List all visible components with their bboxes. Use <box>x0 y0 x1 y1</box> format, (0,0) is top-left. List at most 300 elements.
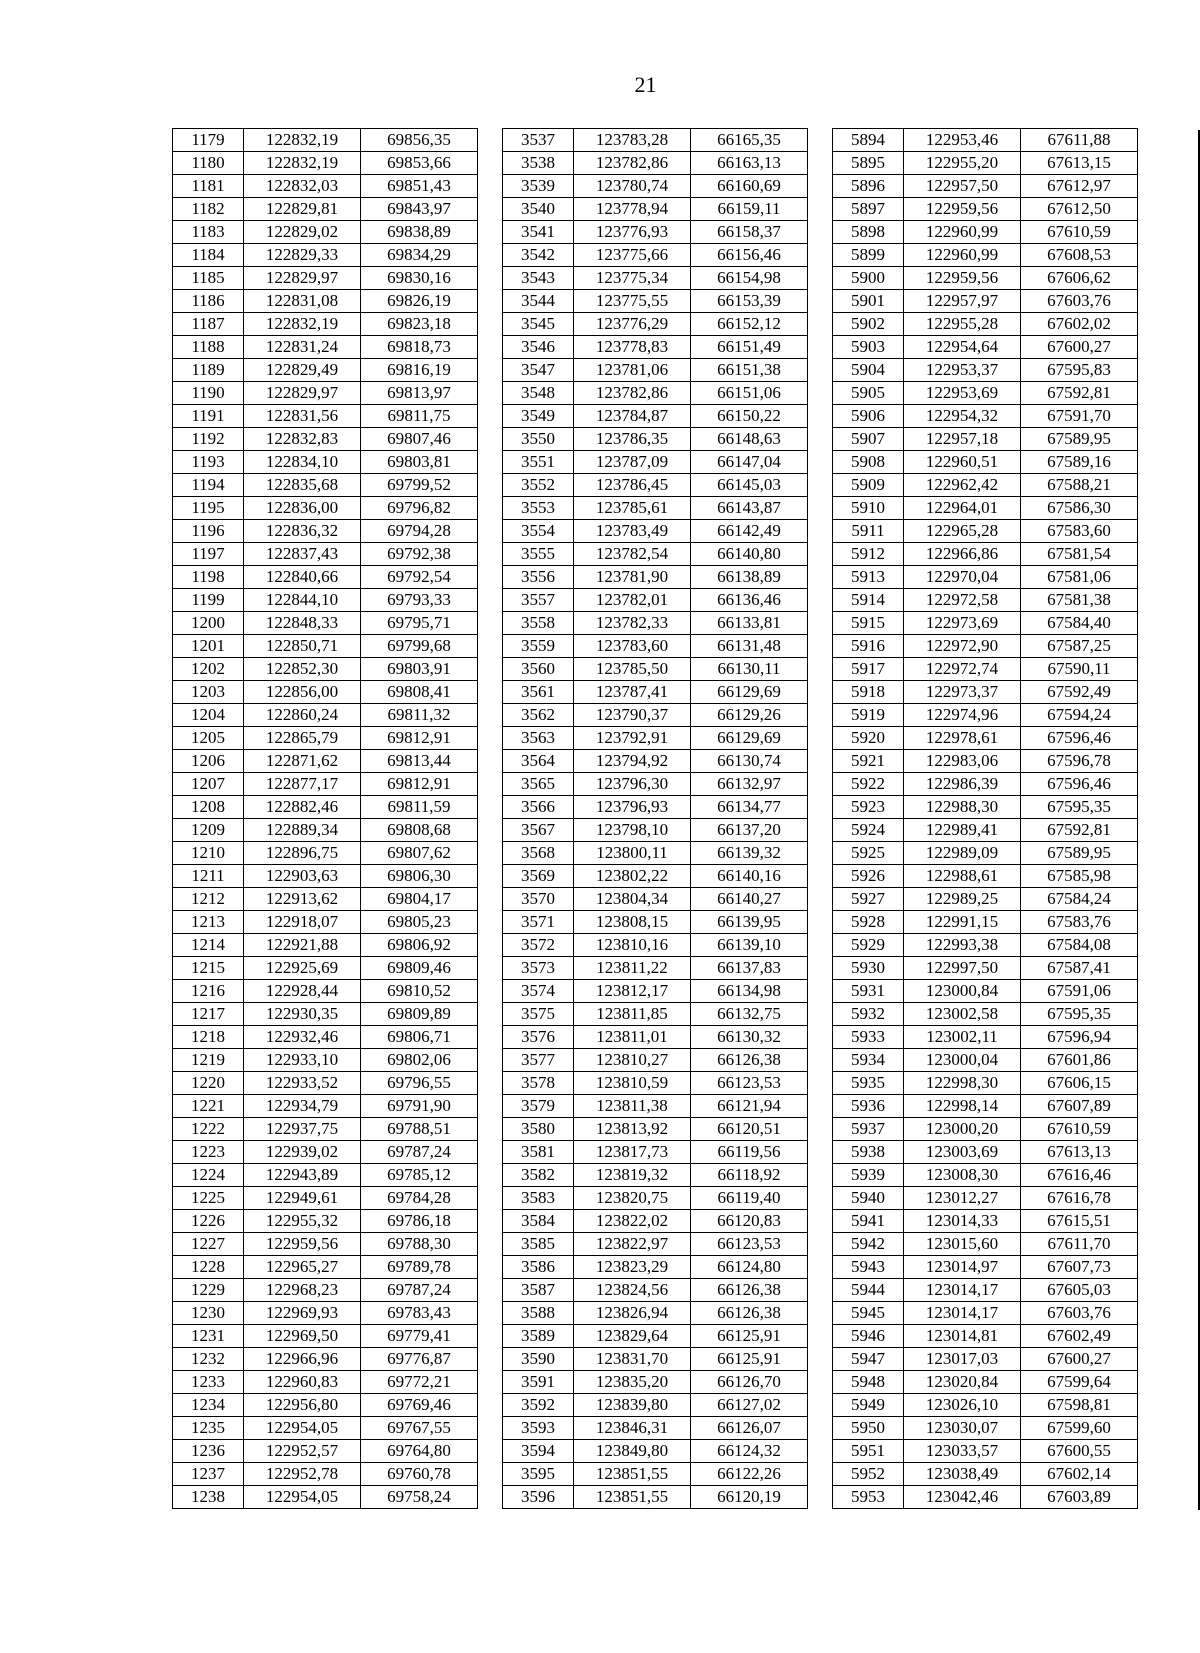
x-coordinate-cell: 122964,01 <box>904 497 1021 520</box>
column-group-gap <box>478 750 503 773</box>
column-group-gap <box>478 842 503 865</box>
column-group-gap <box>478 1095 503 1118</box>
x-coordinate-cell: 122896,75 <box>244 842 361 865</box>
y-coordinate-cell: 66163,13 <box>691 152 808 175</box>
point-number-cell: 5953 <box>833 1486 904 1509</box>
x-coordinate-cell: 122903,63 <box>244 865 361 888</box>
y-coordinate-cell: 66140,80 <box>691 543 808 566</box>
point-number-cell: 1204 <box>173 704 244 727</box>
y-coordinate-cell: 66150,22 <box>691 405 808 428</box>
point-number-cell: 1188 <box>173 336 244 359</box>
x-coordinate-cell: 122965,28 <box>904 520 1021 543</box>
point-number-cell: 5929 <box>833 934 904 957</box>
y-coordinate-cell: 67610,59 <box>1021 1118 1138 1141</box>
x-coordinate-cell: 122973,37 <box>904 681 1021 704</box>
column-group-gap <box>478 1072 503 1095</box>
y-coordinate-cell: 66132,97 <box>691 773 808 796</box>
y-coordinate-cell: 69803,81 <box>361 451 478 474</box>
table-row <box>173 129 1138 152</box>
point-number-cell: 5943 <box>833 1256 904 1279</box>
table-row <box>173 313 1138 336</box>
y-coordinate-cell: 67603,76 <box>1021 290 1138 313</box>
y-coordinate-cell: 67586,30 <box>1021 497 1138 520</box>
y-coordinate-cell: 67591,70 <box>1021 405 1138 428</box>
point-number-cell: 1212 <box>173 888 244 911</box>
point-number-cell: 1208 <box>173 796 244 819</box>
x-coordinate-cell: 122837,43 <box>244 543 361 566</box>
column-group-gap <box>808 1049 833 1072</box>
point-number-cell: 3537 <box>503 129 574 152</box>
column-group-gap <box>808 865 833 888</box>
table-row <box>173 1233 1138 1256</box>
x-coordinate-cell: 122934,79 <box>244 1095 361 1118</box>
point-number-cell: 1199 <box>173 589 244 612</box>
y-coordinate-cell: 66156,46 <box>691 244 808 267</box>
y-coordinate-cell: 67585,98 <box>1021 865 1138 888</box>
y-coordinate-cell: 66120,51 <box>691 1118 808 1141</box>
point-number-cell: 1234 <box>173 1394 244 1417</box>
table-row <box>173 428 1138 451</box>
point-number-cell: 1184 <box>173 244 244 267</box>
point-number-cell: 1202 <box>173 658 244 681</box>
column-group-gap <box>808 267 833 290</box>
y-coordinate-cell: 69804,17 <box>361 888 478 911</box>
x-coordinate-cell: 122852,30 <box>244 658 361 681</box>
column-group-gap <box>808 1348 833 1371</box>
table-row <box>173 290 1138 313</box>
x-coordinate-cell: 123785,50 <box>574 658 691 681</box>
column-group-gap <box>808 934 833 957</box>
point-number-cell: 3559 <box>503 635 574 658</box>
point-number-cell: 3560 <box>503 658 574 681</box>
point-number-cell: 1221 <box>173 1095 244 1118</box>
y-coordinate-cell: 66165,35 <box>691 129 808 152</box>
point-number-cell: 3582 <box>503 1164 574 1187</box>
x-coordinate-cell: 123783,28 <box>574 129 691 152</box>
x-coordinate-cell: 122937,75 <box>244 1118 361 1141</box>
y-coordinate-cell: 66139,10 <box>691 934 808 957</box>
table-row <box>173 957 1138 980</box>
y-coordinate-cell: 67595,83 <box>1021 359 1138 382</box>
point-number-cell: 1187 <box>173 313 244 336</box>
x-coordinate-cell: 123800,11 <box>574 842 691 865</box>
y-coordinate-cell: 66129,26 <box>691 704 808 727</box>
x-coordinate-cell: 123026,10 <box>904 1394 1021 1417</box>
x-coordinate-cell: 123802,22 <box>574 865 691 888</box>
point-number-cell: 3584 <box>503 1210 574 1233</box>
y-coordinate-cell: 66124,80 <box>691 1256 808 1279</box>
y-coordinate-cell: 66136,46 <box>691 589 808 612</box>
point-number-cell: 1227 <box>173 1233 244 1256</box>
y-coordinate-cell: 67596,94 <box>1021 1026 1138 1049</box>
x-coordinate-cell: 122913,62 <box>244 888 361 911</box>
table-row <box>173 382 1138 405</box>
point-number-cell: 5924 <box>833 819 904 842</box>
point-number-cell: 3585 <box>503 1233 574 1256</box>
x-coordinate-cell: 122957,50 <box>904 175 1021 198</box>
y-coordinate-cell: 69799,52 <box>361 474 478 497</box>
point-number-cell: 5901 <box>833 290 904 313</box>
point-number-cell: 1216 <box>173 980 244 1003</box>
table-row <box>173 1072 1138 1095</box>
column-group-gap <box>478 1417 503 1440</box>
point-number-cell: 3596 <box>503 1486 574 1509</box>
y-coordinate-cell: 66124,32 <box>691 1440 808 1463</box>
point-number-cell: 5896 <box>833 175 904 198</box>
column-group-gap <box>808 1187 833 1210</box>
point-number-cell: 5932 <box>833 1003 904 1026</box>
x-coordinate-cell: 123782,86 <box>574 382 691 405</box>
y-coordinate-cell: 69760,78 <box>361 1463 478 1486</box>
column-group-gap <box>808 566 833 589</box>
point-number-cell: 1224 <box>173 1164 244 1187</box>
y-coordinate-cell: 66160,69 <box>691 175 808 198</box>
y-coordinate-cell: 67612,97 <box>1021 175 1138 198</box>
y-coordinate-cell: 67602,14 <box>1021 1463 1138 1486</box>
column-group-gap <box>808 1233 833 1256</box>
y-coordinate-cell: 69799,68 <box>361 635 478 658</box>
x-coordinate-cell: 122973,69 <box>904 612 1021 635</box>
y-coordinate-cell: 66130,11 <box>691 658 808 681</box>
x-coordinate-cell: 123820,75 <box>574 1187 691 1210</box>
column-group-gap <box>808 773 833 796</box>
point-number-cell: 3549 <box>503 405 574 428</box>
point-number-cell: 1226 <box>173 1210 244 1233</box>
column-group-gap <box>478 888 503 911</box>
point-number-cell: 3595 <box>503 1463 574 1486</box>
y-coordinate-cell: 67598,81 <box>1021 1394 1138 1417</box>
table-row <box>173 704 1138 727</box>
y-coordinate-cell: 69813,97 <box>361 382 478 405</box>
y-coordinate-cell: 69788,51 <box>361 1118 478 1141</box>
x-coordinate-cell: 123849,80 <box>574 1440 691 1463</box>
point-number-cell: 3553 <box>503 497 574 520</box>
y-coordinate-cell: 69787,24 <box>361 1141 478 1164</box>
x-coordinate-cell: 123000,20 <box>904 1118 1021 1141</box>
x-coordinate-cell: 122953,69 <box>904 382 1021 405</box>
x-coordinate-cell: 123784,87 <box>574 405 691 428</box>
y-coordinate-cell: 67600,55 <box>1021 1440 1138 1463</box>
x-coordinate-cell: 123810,59 <box>574 1072 691 1095</box>
table-row <box>173 750 1138 773</box>
point-number-cell: 1193 <box>173 451 244 474</box>
y-coordinate-cell: 67590,11 <box>1021 658 1138 681</box>
column-group-gap <box>478 911 503 934</box>
column-group-gap <box>808 451 833 474</box>
y-coordinate-cell: 69784,28 <box>361 1187 478 1210</box>
y-coordinate-cell: 67581,54 <box>1021 543 1138 566</box>
y-coordinate-cell: 67616,78 <box>1021 1187 1138 1210</box>
table-row <box>173 658 1138 681</box>
x-coordinate-cell: 123775,55 <box>574 290 691 313</box>
x-coordinate-cell: 123839,80 <box>574 1394 691 1417</box>
table-row <box>173 1187 1138 1210</box>
point-number-cell: 5907 <box>833 428 904 451</box>
column-group-gap <box>478 658 503 681</box>
y-coordinate-cell: 67589,95 <box>1021 842 1138 865</box>
x-coordinate-cell: 122939,02 <box>244 1141 361 1164</box>
table-row <box>173 244 1138 267</box>
x-coordinate-cell: 123782,33 <box>574 612 691 635</box>
x-coordinate-cell: 122889,34 <box>244 819 361 842</box>
x-coordinate-cell: 123794,92 <box>574 750 691 773</box>
x-coordinate-cell: 123002,11 <box>904 1026 1021 1049</box>
x-coordinate-cell: 122991,15 <box>904 911 1021 934</box>
x-coordinate-cell: 123823,29 <box>574 1256 691 1279</box>
x-coordinate-cell: 123782,01 <box>574 589 691 612</box>
point-number-cell: 1237 <box>173 1463 244 1486</box>
column-group-gap <box>808 1371 833 1394</box>
x-coordinate-cell: 123790,37 <box>574 704 691 727</box>
x-coordinate-cell: 122986,39 <box>904 773 1021 796</box>
x-coordinate-cell: 122834,10 <box>244 451 361 474</box>
column-group-gap <box>478 612 503 635</box>
y-coordinate-cell: 66129,69 <box>691 727 808 750</box>
x-coordinate-cell: 122831,08 <box>244 290 361 313</box>
point-number-cell: 1182 <box>173 198 244 221</box>
column-group-gap <box>808 1003 833 1026</box>
column-group-gap <box>478 129 503 152</box>
point-number-cell: 3587 <box>503 1279 574 1302</box>
point-number-cell: 5921 <box>833 750 904 773</box>
x-coordinate-cell: 122953,46 <box>904 129 1021 152</box>
y-coordinate-cell: 69806,92 <box>361 934 478 957</box>
table-row <box>173 1095 1138 1118</box>
y-coordinate-cell: 69789,78 <box>361 1256 478 1279</box>
y-coordinate-cell: 66158,37 <box>691 221 808 244</box>
x-coordinate-cell: 122943,89 <box>244 1164 361 1187</box>
x-coordinate-cell: 123014,81 <box>904 1325 1021 1348</box>
y-coordinate-cell: 69818,73 <box>361 336 478 359</box>
x-coordinate-cell: 123822,97 <box>574 1233 691 1256</box>
column-group-gap <box>808 1141 833 1164</box>
column-group-gap <box>808 336 833 359</box>
point-number-cell: 5895 <box>833 152 904 175</box>
y-coordinate-cell: 66134,98 <box>691 980 808 1003</box>
point-number-cell: 3579 <box>503 1095 574 1118</box>
y-coordinate-cell: 66137,83 <box>691 957 808 980</box>
y-coordinate-cell: 69809,46 <box>361 957 478 980</box>
column-group-gap <box>808 474 833 497</box>
point-number-cell: 1207 <box>173 773 244 796</box>
x-coordinate-cell: 122960,99 <box>904 244 1021 267</box>
column-group-gap <box>478 313 503 336</box>
table-row <box>173 359 1138 382</box>
y-coordinate-cell: 67608,53 <box>1021 244 1138 267</box>
y-coordinate-cell: 67611,70 <box>1021 1233 1138 1256</box>
y-coordinate-cell: 69823,18 <box>361 313 478 336</box>
y-coordinate-cell: 67602,02 <box>1021 313 1138 336</box>
point-number-cell: 3571 <box>503 911 574 934</box>
x-coordinate-cell: 122989,09 <box>904 842 1021 865</box>
point-number-cell: 3554 <box>503 520 574 543</box>
point-number-cell: 1218 <box>173 1026 244 1049</box>
point-number-cell: 1206 <box>173 750 244 773</box>
table-row <box>173 635 1138 658</box>
x-coordinate-cell: 122972,58 <box>904 589 1021 612</box>
x-coordinate-cell: 123776,93 <box>574 221 691 244</box>
column-group-gap <box>808 1279 833 1302</box>
y-coordinate-cell: 69830,16 <box>361 267 478 290</box>
point-number-cell: 1192 <box>173 428 244 451</box>
point-number-cell: 5910 <box>833 497 904 520</box>
column-group-gap <box>808 819 833 842</box>
x-coordinate-cell: 122831,56 <box>244 405 361 428</box>
column-group-gap <box>808 1325 833 1348</box>
table-row <box>173 1026 1138 1049</box>
y-coordinate-cell: 66129,69 <box>691 681 808 704</box>
y-coordinate-cell: 66140,16 <box>691 865 808 888</box>
x-coordinate-cell: 123778,83 <box>574 336 691 359</box>
page-number: 21 <box>634 72 657 97</box>
x-coordinate-cell: 122966,86 <box>904 543 1021 566</box>
column-group-gap <box>808 750 833 773</box>
column-group-gap <box>808 359 833 382</box>
point-number-cell: 3556 <box>503 566 574 589</box>
y-coordinate-cell: 67615,51 <box>1021 1210 1138 1233</box>
x-coordinate-cell: 123008,30 <box>904 1164 1021 1187</box>
x-coordinate-cell: 122959,56 <box>244 1233 361 1256</box>
x-coordinate-cell: 123780,74 <box>574 175 691 198</box>
y-coordinate-cell: 69767,55 <box>361 1417 478 1440</box>
column-group-gap <box>478 1026 503 1049</box>
column-group-gap <box>478 773 503 796</box>
table-row <box>173 543 1138 566</box>
point-number-cell: 1230 <box>173 1302 244 1325</box>
x-coordinate-cell: 122954,05 <box>244 1417 361 1440</box>
x-coordinate-cell: 122959,56 <box>904 267 1021 290</box>
y-coordinate-cell: 69806,30 <box>361 865 478 888</box>
x-coordinate-cell: 122829,97 <box>244 267 361 290</box>
x-coordinate-cell: 123798,10 <box>574 819 691 842</box>
x-coordinate-cell: 123811,01 <box>574 1026 691 1049</box>
column-group-gap <box>808 727 833 750</box>
x-coordinate-cell: 123783,49 <box>574 520 691 543</box>
y-coordinate-cell: 69811,32 <box>361 704 478 727</box>
column-group-gap <box>808 221 833 244</box>
y-coordinate-cell: 67587,25 <box>1021 635 1138 658</box>
table-row <box>173 221 1138 244</box>
point-number-cell: 3589 <box>503 1325 574 1348</box>
table-row <box>173 1003 1138 1026</box>
point-number-cell: 1186 <box>173 290 244 313</box>
x-coordinate-cell: 123778,94 <box>574 198 691 221</box>
point-number-cell: 1236 <box>173 1440 244 1463</box>
point-number-cell: 3562 <box>503 704 574 727</box>
x-coordinate-cell: 123038,49 <box>904 1463 1021 1486</box>
coordinates-table-body <box>173 129 1138 1509</box>
y-coordinate-cell: 67592,49 <box>1021 681 1138 704</box>
column-group-gap <box>808 497 833 520</box>
y-coordinate-cell: 69816,19 <box>361 359 478 382</box>
x-coordinate-cell: 123781,06 <box>574 359 691 382</box>
y-coordinate-cell: 69807,46 <box>361 428 478 451</box>
point-number-cell: 1232 <box>173 1348 244 1371</box>
x-coordinate-cell: 122983,06 <box>904 750 1021 773</box>
x-coordinate-cell: 122998,14 <box>904 1095 1021 1118</box>
point-number-cell: 3538 <box>503 152 574 175</box>
x-coordinate-cell: 123030,07 <box>904 1417 1021 1440</box>
x-coordinate-cell: 122960,99 <box>904 221 1021 244</box>
point-number-cell: 5911 <box>833 520 904 543</box>
y-coordinate-cell: 69810,52 <box>361 980 478 1003</box>
x-coordinate-cell: 122960,51 <box>904 451 1021 474</box>
x-coordinate-cell: 122969,50 <box>244 1325 361 1348</box>
column-group-gap <box>808 842 833 865</box>
table-row <box>173 1486 1138 1509</box>
table-row <box>173 1440 1138 1463</box>
x-coordinate-cell: 123811,85 <box>574 1003 691 1026</box>
column-group-gap <box>478 451 503 474</box>
y-coordinate-cell: 67596,46 <box>1021 727 1138 750</box>
point-number-cell: 3544 <box>503 290 574 313</box>
y-coordinate-cell: 67595,35 <box>1021 796 1138 819</box>
x-coordinate-cell: 122965,27 <box>244 1256 361 1279</box>
column-group-gap <box>808 1463 833 1486</box>
y-coordinate-cell: 69843,97 <box>361 198 478 221</box>
column-group-gap <box>478 957 503 980</box>
table-row <box>173 681 1138 704</box>
x-coordinate-cell: 123783,60 <box>574 635 691 658</box>
point-number-cell: 5951 <box>833 1440 904 1463</box>
y-coordinate-cell: 69806,71 <box>361 1026 478 1049</box>
point-number-cell: 3570 <box>503 888 574 911</box>
x-coordinate-cell: 122928,44 <box>244 980 361 1003</box>
column-group-gap <box>478 1463 503 1486</box>
point-number-cell: 3578 <box>503 1072 574 1095</box>
x-coordinate-cell: 123014,17 <box>904 1279 1021 1302</box>
x-coordinate-cell: 123851,55 <box>574 1463 691 1486</box>
y-coordinate-cell: 67613,15 <box>1021 152 1138 175</box>
y-coordinate-cell: 67592,81 <box>1021 382 1138 405</box>
x-coordinate-cell: 123810,16 <box>574 934 691 957</box>
point-number-cell: 3558 <box>503 612 574 635</box>
table-row <box>173 1049 1138 1072</box>
y-coordinate-cell: 67607,73 <box>1021 1256 1138 1279</box>
x-coordinate-cell: 123811,22 <box>574 957 691 980</box>
y-coordinate-cell: 66126,38 <box>691 1279 808 1302</box>
column-group-gap <box>808 244 833 267</box>
column-group-gap <box>808 129 833 152</box>
table-row <box>173 474 1138 497</box>
point-number-cell: 3551 <box>503 451 574 474</box>
x-coordinate-cell: 123000,84 <box>904 980 1021 1003</box>
x-coordinate-cell: 122952,78 <box>244 1463 361 1486</box>
point-number-cell: 1197 <box>173 543 244 566</box>
table-row <box>173 773 1138 796</box>
point-number-cell: 5927 <box>833 888 904 911</box>
column-group-gap <box>808 1394 833 1417</box>
point-number-cell: 1235 <box>173 1417 244 1440</box>
x-coordinate-cell: 122829,02 <box>244 221 361 244</box>
y-coordinate-cell: 69785,12 <box>361 1164 478 1187</box>
y-coordinate-cell: 66127,02 <box>691 1394 808 1417</box>
column-group-gap <box>478 382 503 405</box>
x-coordinate-cell: 123776,29 <box>574 313 691 336</box>
point-number-cell: 5935 <box>833 1072 904 1095</box>
x-coordinate-cell: 122829,97 <box>244 382 361 405</box>
point-number-cell: 3555 <box>503 543 574 566</box>
column-group-gap <box>478 497 503 520</box>
x-coordinate-cell: 122932,46 <box>244 1026 361 1049</box>
y-coordinate-cell: 67616,46 <box>1021 1164 1138 1187</box>
point-number-cell: 3566 <box>503 796 574 819</box>
y-coordinate-cell: 69787,24 <box>361 1279 478 1302</box>
y-coordinate-cell: 66138,89 <box>691 566 808 589</box>
y-coordinate-cell: 67599,64 <box>1021 1371 1138 1394</box>
point-number-cell: 3540 <box>503 198 574 221</box>
x-coordinate-cell: 122835,68 <box>244 474 361 497</box>
